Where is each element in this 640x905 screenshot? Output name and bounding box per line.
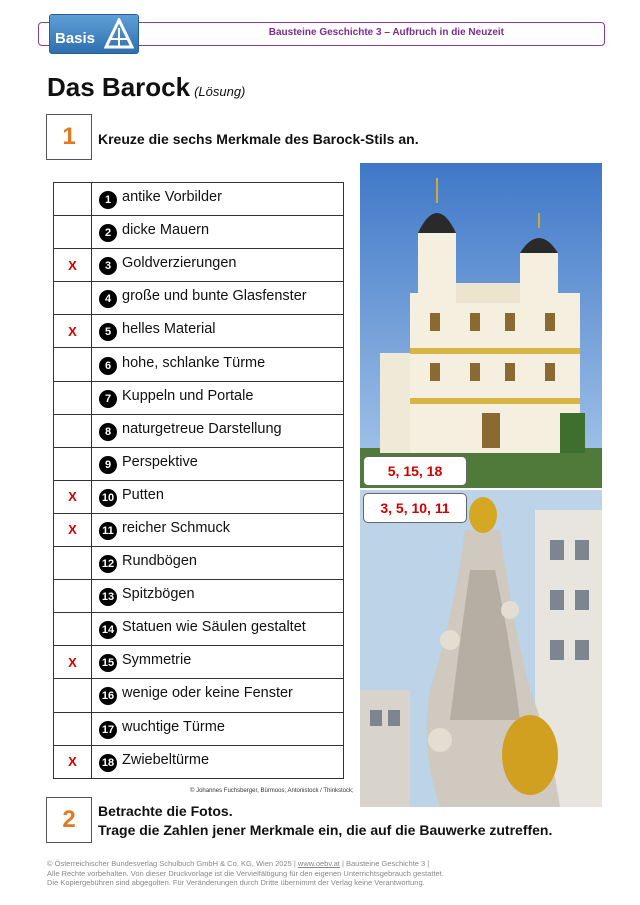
feature-label: hohe, schlanke Türme: [122, 354, 266, 371]
feature-checkbox[interactable]: [54, 580, 92, 613]
feature-number-badge: 8: [99, 423, 117, 441]
logo-text: Basis: [55, 30, 96, 47]
triangle-logo-icon: [104, 18, 134, 50]
feature-label-cell: [92, 315, 344, 348]
feature-row: [54, 216, 344, 249]
task-number-1: 1: [46, 114, 92, 160]
feature-number-badge: 11: [99, 522, 117, 540]
plague-column-photo: [360, 490, 602, 807]
feature-checkbox[interactable]: [54, 712, 92, 745]
feature-checkbox[interactable]: X: [54, 513, 92, 546]
task1-instruction: Kreuze die sechs Merkmale des Barock-Stils an.: [98, 131, 419, 147]
feature-number-badge: 15: [99, 654, 117, 672]
series-title: Bausteine Geschichte 3 – Aufbruch in die Neuzeit: [268, 27, 504, 38]
feature-label-cell: [92, 414, 344, 447]
footer-copyright: © Österreichischer Bundesverlag Schulbuch GmbH & Co. KG, Wien 2025 |: [47, 859, 298, 868]
feature-number-badge: 18: [99, 754, 117, 772]
feature-number-badge: 16: [99, 687, 117, 705]
feature-label-cell: [92, 183, 344, 216]
feature-checkbox[interactable]: [54, 679, 92, 712]
feature-number-badge: 12: [99, 555, 117, 573]
feature-checkbox[interactable]: X: [54, 249, 92, 282]
feature-checkbox[interactable]: [54, 414, 92, 447]
feature-label: Zwiebeltürme: [122, 751, 210, 768]
feature-number-badge: 6: [99, 357, 117, 375]
feature-checkbox[interactable]: [54, 547, 92, 580]
feature-row: [54, 580, 344, 613]
feature-number-badge: 13: [99, 588, 117, 606]
feature-label: wenige oder keine Fenster: [122, 685, 293, 702]
feature-row: [54, 745, 344, 778]
feature-label-cell: [92, 513, 344, 546]
feature-row: [54, 282, 344, 315]
feature-label: Rundbögen: [122, 553, 197, 570]
feature-label: dicke Mauern: [122, 222, 210, 239]
footer: [47, 859, 607, 888]
feature-number-badge: 4: [99, 290, 117, 308]
feature-checkbox[interactable]: [54, 613, 92, 646]
feature-label-cell: [92, 646, 344, 679]
feature-checkbox[interactable]: X: [54, 315, 92, 348]
feature-label-cell: [92, 480, 344, 513]
feature-row: [54, 348, 344, 381]
feature-label-cell: [92, 447, 344, 480]
feature-label: Perspektive: [122, 453, 198, 470]
footer-line1: [47, 859, 607, 869]
feature-row: [54, 646, 344, 679]
feature-row: [54, 547, 344, 580]
feature-number-badge: 17: [99, 721, 117, 739]
feature-number-badge: 3: [99, 257, 117, 275]
feature-checkbox[interactable]: [54, 348, 92, 381]
feature-row: [54, 513, 344, 546]
feature-number-badge: 14: [99, 621, 117, 639]
feature-label-cell: [92, 745, 344, 778]
feature-label-cell: [92, 348, 344, 381]
feature-label-cell: [92, 216, 344, 249]
feature-row: [54, 447, 344, 480]
feature-row: [54, 414, 344, 447]
footer-series: | Bausteine Geschichte 3 |: [339, 859, 430, 868]
features-table: [53, 182, 344, 779]
feature-label: helles Material: [122, 321, 216, 338]
feature-checkbox[interactable]: X: [54, 745, 92, 778]
feature-row: [54, 712, 344, 745]
basis-logo: [49, 14, 139, 54]
photo-credit: © Johannes Fuchsberger, Bürmoos; Antonistock / Thinkstock;: [190, 788, 354, 794]
task-number-2: 2: [46, 797, 92, 843]
feature-number-badge: 1: [99, 191, 117, 209]
feature-row: [54, 249, 344, 282]
feature-label-cell: [92, 679, 344, 712]
footer-line2: Alle Rechte vorbehalten. Von dieser Druckvorlage ist die Vervielfältigung für den eigenen Unterrichtsgebrauch gestattet.: [47, 868, 444, 878]
feature-label: reicher Schmuck: [122, 519, 230, 536]
publisher-link[interactable]: www.oebv.at: [297, 859, 340, 868]
feature-checkbox[interactable]: X: [54, 646, 92, 679]
task2-line1: Betrachte die Fotos.: [98, 803, 233, 819]
feature-label: Statuen wie Säulen gestaltet: [122, 619, 306, 636]
feature-label-cell: [92, 547, 344, 580]
feature-label-cell: [92, 381, 344, 414]
feature-label: naturgetreue Darstellung: [122, 420, 282, 437]
feature-label-cell: [92, 580, 344, 613]
feature-label: Kuppeln und Portale: [122, 387, 254, 404]
task2-line2: Trage die Zahlen jener Merkmale ein, die auf die Bauwerke zutreffen.: [98, 822, 553, 838]
baroque-church-photo: [360, 163, 602, 488]
feature-label-cell: [92, 613, 344, 646]
feature-row: [54, 480, 344, 513]
feature-number-badge: 5: [99, 323, 117, 341]
feature-label-cell: [92, 712, 344, 745]
feature-checkbox[interactable]: [54, 381, 92, 414]
church-answer-box[interactable]: 5, 15, 18: [363, 456, 467, 486]
feature-label-cell: [92, 282, 344, 315]
feature-checkbox[interactable]: [54, 282, 92, 315]
feature-label: Goldverzierungen: [122, 255, 237, 272]
feature-label: große und bunte Glasfenster: [122, 288, 307, 305]
feature-row: [54, 381, 344, 414]
title-main: Das Barock: [47, 72, 191, 102]
task2-instruction: [98, 802, 552, 840]
feature-label: antike Vorbilder: [122, 189, 222, 206]
feature-number-badge: 10: [99, 489, 117, 507]
footer-line3: Die Kopiergebühren sind abgegolten. Für Veränderungen durch Dritte übernimmt der Verlag keine Verantwortung.: [47, 878, 425, 887]
feature-row: [54, 679, 344, 712]
feature-label: wuchtige Türme: [122, 718, 225, 735]
feature-label: Putten: [122, 486, 164, 503]
feature-label: Symmetrie: [122, 652, 192, 669]
feature-row: [54, 613, 344, 646]
feature-checkbox[interactable]: X: [54, 480, 92, 513]
feature-number-badge: 7: [99, 390, 117, 408]
feature-label: Spitzbögen: [122, 586, 195, 603]
feature-number-badge: 2: [99, 224, 117, 242]
feature-row: [54, 315, 344, 348]
feature-number-badge: 9: [99, 456, 117, 474]
feature-checkbox[interactable]: [54, 447, 92, 480]
column-answer-box[interactable]: 3, 5, 10, 11: [363, 493, 467, 523]
feature-row: [54, 183, 344, 216]
feature-checkbox[interactable]: [54, 183, 92, 216]
title-sub: (Lösung): [194, 84, 246, 99]
feature-checkbox[interactable]: [54, 216, 92, 249]
feature-label-cell: [92, 249, 344, 282]
page-title: [47, 72, 245, 103]
